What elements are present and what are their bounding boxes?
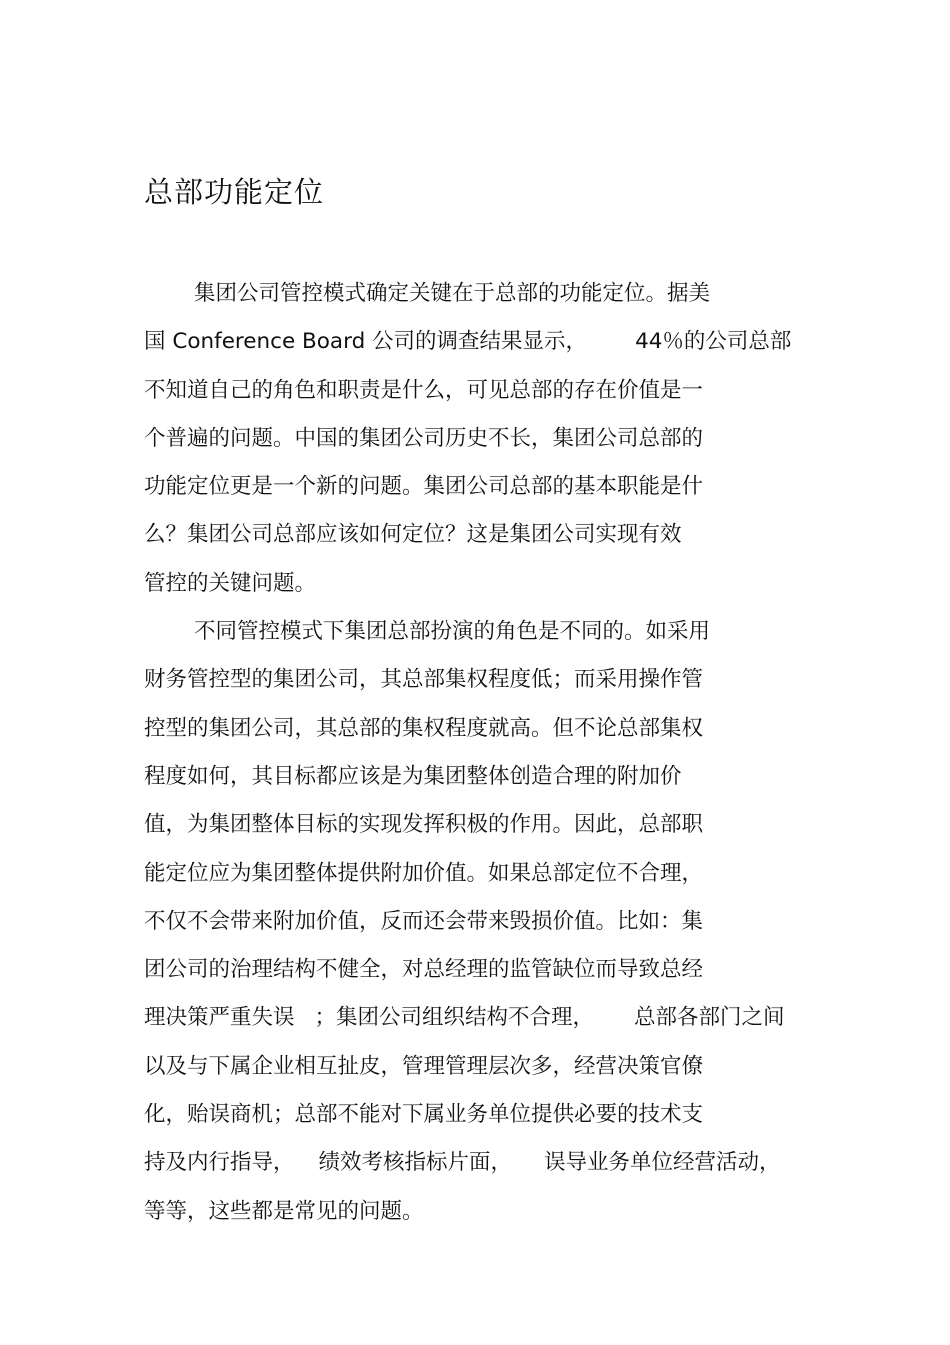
paragraph-2-line-8: 团公司的治理结构不健全，对总经理的监管缺位而导致总经: [144, 957, 704, 983]
paragraph-2-line-4: 程度如何，其目标都应该是为集团整体创造合理的附加价: [144, 763, 682, 789]
paragraph-2-line-6: 能定位应为集团整体提供附加价值。如果总部定位不合理，: [144, 860, 704, 886]
document-title: 总部功能定位: [144, 175, 325, 209]
paragraph-2-line-9-part-a: 理决策严重失误: [144, 1005, 295, 1031]
paragraph-2-line-2: 财务管控型的集团公司，其总部集权程度低；而采用操作管: [144, 667, 704, 693]
paragraph-2-line-7: 不仅不会带来附加价值，反而还会带来毁损价值。比如：集: [144, 908, 704, 934]
paragraph-2-line-13: 等等，这些都是常见的问题。: [144, 1198, 424, 1224]
paragraph-2-line-3: 控型的集团公司，其总部的集权程度就高。但不论总部集权: [144, 715, 704, 741]
paragraph-2-line-12-part-a: 持及内行指导，: [144, 1150, 295, 1176]
paragraph-2-line-11: 化，贻误商机；总部不能对下属业务单位提供必要的技术支: [144, 1102, 704, 1128]
paragraph-1-line-6: 么？集团公司总部应该如何定位？这是集团公司实现有效: [144, 522, 682, 548]
paragraph-2-line-10: 以及与下属企业相互扯皮，管理管理层次多，经营决策官僚: [144, 1053, 704, 1079]
paragraph-1-line-2: [144, 318, 824, 366]
paragraph-2-line-9-part-b: ；集团公司组织结构不合理，: [314, 1005, 595, 1031]
paragraph-2-line-12: [144, 1139, 824, 1187]
paragraph-1-line-5: 功能定位更是一个新的问题。集团公司总部的基本职能是什: [144, 474, 704, 500]
paragraph-1-line-1: 集团公司管控模式确定关键在于总部的功能定位。据美: [194, 281, 711, 306]
paragraph-2-line-1: 不同管控模式下集团总部扮演的角色是不同的。如采用: [194, 619, 711, 645]
paragraph-2-line-9: [144, 994, 824, 1042]
paragraph-2-line-12-part-c: 误导业务单位经营活动，: [544, 1150, 781, 1176]
paragraph-1-line-2-part-a: 国 Conference Board 公司的调查结果显示，: [144, 329, 588, 355]
paragraph-1-line-2-part-b: 44％的公司总部: [635, 329, 792, 355]
document-body: [144, 270, 824, 1236]
paragraph-1-line-4: 个普遍的问题。中国的集团公司历史不长，集团公司总部的: [144, 425, 704, 451]
paragraph-2-line-9-part-c: 总部各部门之间: [634, 1005, 785, 1031]
paragraph-1-line-7: 管控的关键问题。: [144, 570, 317, 596]
paragraph-2-line-5: 值，为集团整体目标的实现发挥积极的作用。因此，总部职: [144, 812, 704, 838]
paragraph-1-line-3: 不知道自己的角色和职责是什么，可见总部的存在价值是一: [144, 377, 704, 403]
paragraph-2-line-12-part-b: 绩效考核指标片面，: [318, 1150, 513, 1176]
